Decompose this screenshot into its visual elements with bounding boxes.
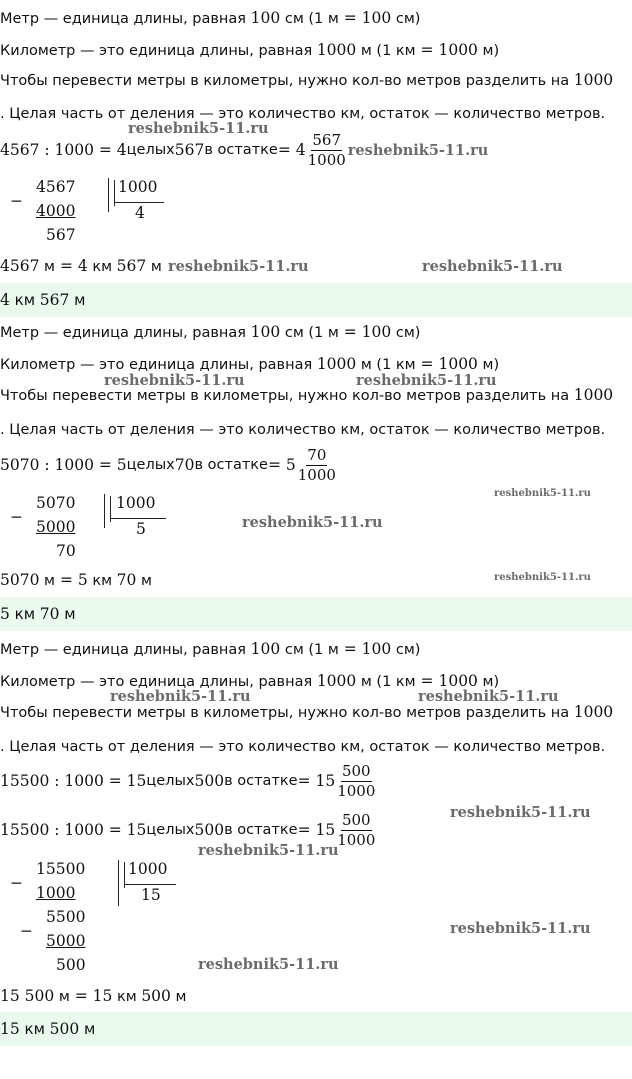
watermark: reshebnik5-11.ru xyxy=(168,258,309,275)
result-line: 5070 м = 5 км 70 м xyxy=(0,571,152,589)
watermark: reshebnik5-11.ru xyxy=(104,372,245,389)
definition-meter: Метр — единица длины, равная 100 см (1 м = 100 см) xyxy=(0,640,421,658)
definition-meter: Метр — единица длины, равная 100 см (1 м = 100 см) xyxy=(0,323,421,341)
long-division: − 4567 4000 567 1000 4 xyxy=(0,178,200,248)
minus-sign: − xyxy=(20,922,33,940)
answer-box: 15 км 500 м xyxy=(0,1012,632,1046)
answer-box: 5 км 70 м xyxy=(0,597,632,631)
equation-4567: 4567 : 1000 = 4 целых 567 в остатке = 4 $\frac{567}{1000}$ reshebnik5-11.ru xyxy=(0,130,489,169)
minus-sign: − xyxy=(10,192,23,210)
watermark: reshebnik5-11.ru xyxy=(198,842,339,859)
equation-15500: 15500 : 1000 = 15 целых 500 в остатке = 15 $\frac{500}{1000}$ xyxy=(0,761,376,800)
division-bracket xyxy=(108,178,109,212)
definition-kilometer: Километр — это единица длины, равная 1000 м (1 км = 1000 м) xyxy=(0,355,500,373)
fraction: $\frac{500}{1000}$ xyxy=(337,761,376,800)
watermark: reshebnik5-11.ru xyxy=(198,956,339,973)
conversion-rule: Чтобы перевести метры в километры, нужно кол-во метров разделить на 1000 xyxy=(0,703,614,721)
watermark: reshebnik5-11.ru xyxy=(422,258,563,275)
conversion-rule: Чтобы перевести метры в километры, нужно кол-во метров разделить на 1000 xyxy=(0,71,614,89)
fraction: $\frac{500}{1000}$ xyxy=(337,810,376,849)
watermark: reshebnik5-11.ru xyxy=(128,120,269,137)
watermark: reshebnik5-11.ru xyxy=(347,141,489,159)
watermark: reshebnik5-11.ru xyxy=(418,688,559,705)
definition-kilometer: Километр — это единица длины, равная 1000 м (1 км = 1000 м) xyxy=(0,672,500,690)
watermark: reshebnik5-11.ru xyxy=(450,804,591,821)
watermark: reshebnik5-11.ru xyxy=(242,514,383,531)
fraction: $\frac{70}{1000}$ xyxy=(297,445,336,484)
division-bracket xyxy=(118,860,119,906)
equation-5070: 5070 : 1000 = 5 целых 70 в остатке = 5 $\frac{70}{1000}$ xyxy=(0,445,336,484)
fraction: $\frac{567}{1000}$ xyxy=(307,130,346,169)
definition-kilometer: Километр — это единица длины, равная 1000 м (1 км = 1000 м) xyxy=(0,41,500,59)
division-bracket xyxy=(104,494,105,528)
definition-meter: Метр — единица длины, равная 100 см (1 м = 100 см) xyxy=(0,9,421,27)
conversion-rule-continued: . Целая часть от деления — это количество км, остаток — количество метров. xyxy=(0,106,606,122)
result-line: 15 500 м = 15 км 500 м xyxy=(0,987,187,1005)
minus-sign: − xyxy=(10,874,23,892)
answer-box: 4 км 567 м xyxy=(0,283,632,317)
long-division: − 15500 1000 − 5500 5000 500 1000 15 xyxy=(0,860,220,980)
watermark: reshebnik5-11.ru xyxy=(356,372,497,389)
watermark: reshebnik5-11.ru xyxy=(494,572,591,583)
equation-15500-repeat: 15500 : 1000 = 15 целых 500 в остатке = 15 $\frac{500}{1000}$ xyxy=(0,810,376,849)
result-line: 4567 м = 4 км 567 м xyxy=(0,257,162,275)
watermark: reshebnik5-11.ru xyxy=(450,920,591,937)
watermark: reshebnik5-11.ru xyxy=(110,688,251,705)
conversion-rule-continued: . Целая часть от деления — это количество км, остаток — количество метров. xyxy=(0,422,606,438)
minus-sign: − xyxy=(10,508,23,526)
conversion-rule-continued: . Целая часть от деления — это количество км, остаток — количество метров. xyxy=(0,739,606,755)
conversion-rule: Чтобы перевести метры в километры, нужно кол-во метров разделить на 1000 xyxy=(0,386,614,404)
watermark: reshebnik5-11.ru xyxy=(494,488,591,499)
long-division: − 5070 5000 70 1000 5 xyxy=(0,494,200,564)
